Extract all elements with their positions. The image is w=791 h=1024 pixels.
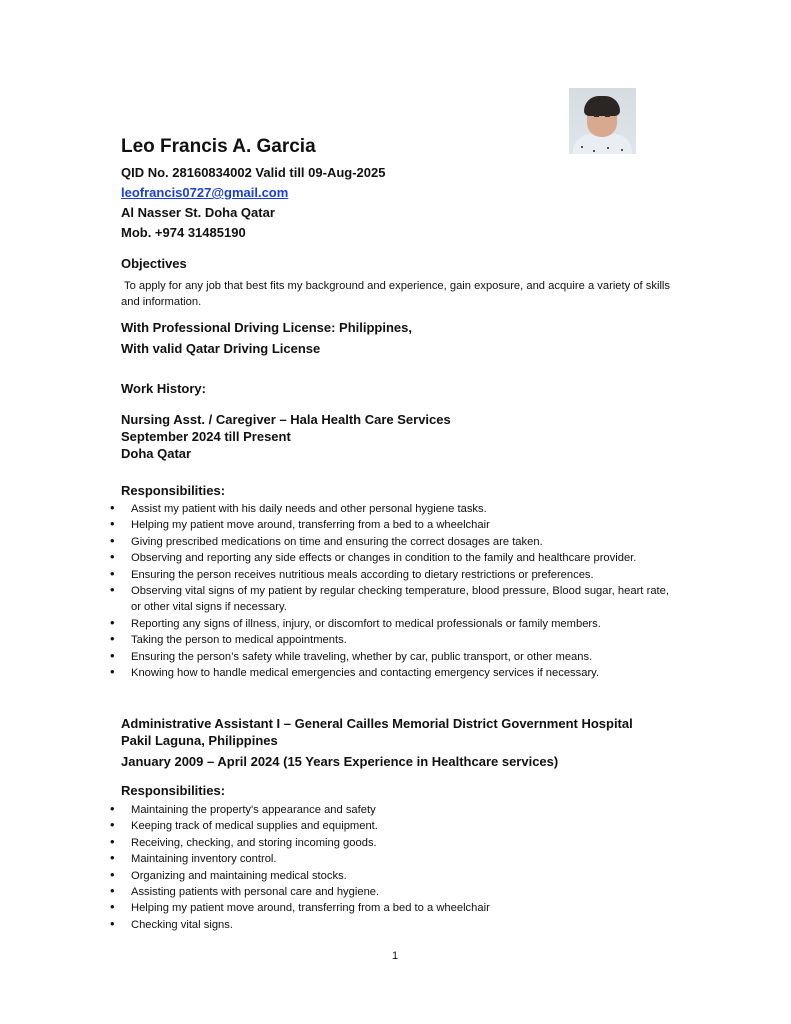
bullet-dot-icon: • [110, 866, 115, 882]
job-1-responsibilities-heading: Responsibilities: [121, 483, 226, 498]
list-item [0, 665, 669, 681]
list-item-text: Reporting any signs of illness, injury, or discomfort to medical professionals or family members. [131, 617, 601, 630]
bullet-dot-icon: • [110, 565, 115, 581]
list-item-text: Assist my patient with his daily needs and other personal hygiene tasks. [131, 503, 487, 515]
address: Al Nasser St. Doha Qatar [121, 205, 275, 220]
bullet-dot-icon: • [110, 883, 115, 899]
list-item-text: Assisting patients with personal care and hygiene. [131, 886, 380, 899]
list-item [0, 649, 669, 665]
license-qatar: With valid Qatar Driving License [121, 341, 321, 356]
list-item [0, 517, 669, 533]
bullet-dot-icon: • [110, 647, 115, 663]
bullet-dot-icon: • [110, 664, 115, 680]
list-item [0, 534, 669, 550]
bullet-dot-icon: • [110, 532, 115, 548]
email-line [121, 185, 288, 200]
list-item [0, 917, 669, 933]
job-2-responsibilities-heading: Responsibilities: [121, 783, 226, 798]
job-1-responsibilities-list [0, 501, 669, 681]
photo-shirt-dot [621, 149, 623, 151]
bullet-dot-icon: • [110, 614, 115, 630]
list-item [0, 818, 669, 834]
list-item [0, 616, 669, 632]
list-item [0, 501, 669, 517]
list-item [0, 868, 669, 884]
bullet-dot-icon: • [110, 833, 115, 849]
applicant-name: Leo Francis A. Garcia [121, 136, 316, 157]
list-item-text: Knowing how to handle medical emergencies and contacting emergency services if necessary. [131, 667, 600, 680]
profile-photo [569, 88, 636, 154]
objectives-text: To apply for any job that best fits my background and experience, gain exposure, and acquire a variety of skills and information. [121, 280, 671, 308]
list-item [0, 567, 669, 583]
bullet-dot-icon: • [110, 899, 115, 915]
job-2-period: January 2009 – April 2024 (15 Years Experience in Healthcare services) [121, 754, 559, 769]
photo-shirt [573, 134, 632, 154]
photo-hair [584, 96, 620, 116]
bullet-dot-icon: • [110, 817, 115, 833]
job-1-period: September 2024 till Present [121, 429, 291, 444]
work-history-heading: Work History: [121, 381, 206, 396]
photo-eye-left [594, 115, 599, 117]
list-item-text: Taking the person to medical appointments. [131, 634, 347, 647]
list-item [0, 851, 669, 867]
page-number: 1 [392, 950, 399, 962]
photo-shirt-dot [607, 147, 609, 149]
list-item-text: Ensuring the person’s safety while traveling, whether by car, public transport, or other means. [131, 650, 593, 663]
bullet-dot-icon: • [110, 516, 115, 532]
list-item-text: Maintaining inventory control. [131, 853, 277, 866]
list-item [0, 835, 669, 851]
list-item [0, 802, 669, 818]
qid-number: QID No. 28160834002 Valid till 09-Aug-2025 [121, 165, 386, 180]
bullet-dot-icon: • [110, 850, 115, 866]
job-1-location: Doha Qatar [121, 446, 192, 461]
job-2-location: Pakil Laguna, Philippines [121, 733, 278, 748]
list-item [0, 632, 669, 648]
job-2-title: Administrative Assistant I – General Cailles Memorial District Government Hospital [121, 716, 633, 731]
list-item-text: Ensuring the person receives nutritious meals according to dietary restrictions or preferences. [131, 568, 594, 581]
email-link[interactable]: leofrancis0727@gmail.com [121, 185, 289, 200]
license-philippines: With Professional Driving License: Philippines, [121, 320, 412, 335]
list-item-text: Receiving, checking, and storing incoming goods. [131, 836, 377, 849]
bullet-dot-icon: • [110, 549, 115, 565]
list-item [0, 583, 669, 616]
bullet-dot-icon: • [110, 500, 115, 515]
bullet-dot-icon: • [110, 631, 115, 647]
list-item-text: Checking vital signs. [131, 918, 233, 931]
photo-eye-right [605, 115, 610, 117]
job-2-responsibilities-list [0, 802, 669, 933]
list-item [0, 900, 669, 916]
mobile-number: Mob. +974 31485190 [121, 225, 246, 240]
list-item-text: Helping my patient move around, transferring from a bed to a wheelchair [131, 519, 490, 532]
job-1-title: Nursing Asst. / Caregiver – Hala Health Care Services [121, 412, 451, 427]
list-item [0, 884, 669, 900]
bullet-dot-icon: • [110, 801, 115, 816]
bullet-dot-icon: • [110, 915, 115, 931]
list-item-text: Giving prescribed medications on time and ensuring the correct dosages are taken. [131, 535, 543, 548]
photo-shirt-dot [593, 150, 595, 152]
list-item-text: Observing and reporting any side effects or changes in condition to the family and healthcare provider. [131, 552, 637, 565]
list-item-text: Organizing and maintaining medical stocks. [131, 869, 347, 882]
photo-shirt-dot [581, 146, 583, 148]
bullet-dot-icon: • [110, 582, 115, 598]
list-item-text: Helping my patient move around, transferring from a bed to a wheelchair [131, 902, 490, 915]
list-item-text: Keeping track of medical supplies and equipment. [131, 820, 378, 833]
list-item-text: Maintaining the property's appearance and safety [131, 804, 376, 816]
list-item [0, 550, 669, 566]
objectives-heading: Objectives [121, 256, 187, 271]
list-item-text: Observing vital signs of my patient by regular checking temperature, blood pressure, Blood sugar, heart rate, or other vital signs if necessary. [131, 585, 669, 614]
